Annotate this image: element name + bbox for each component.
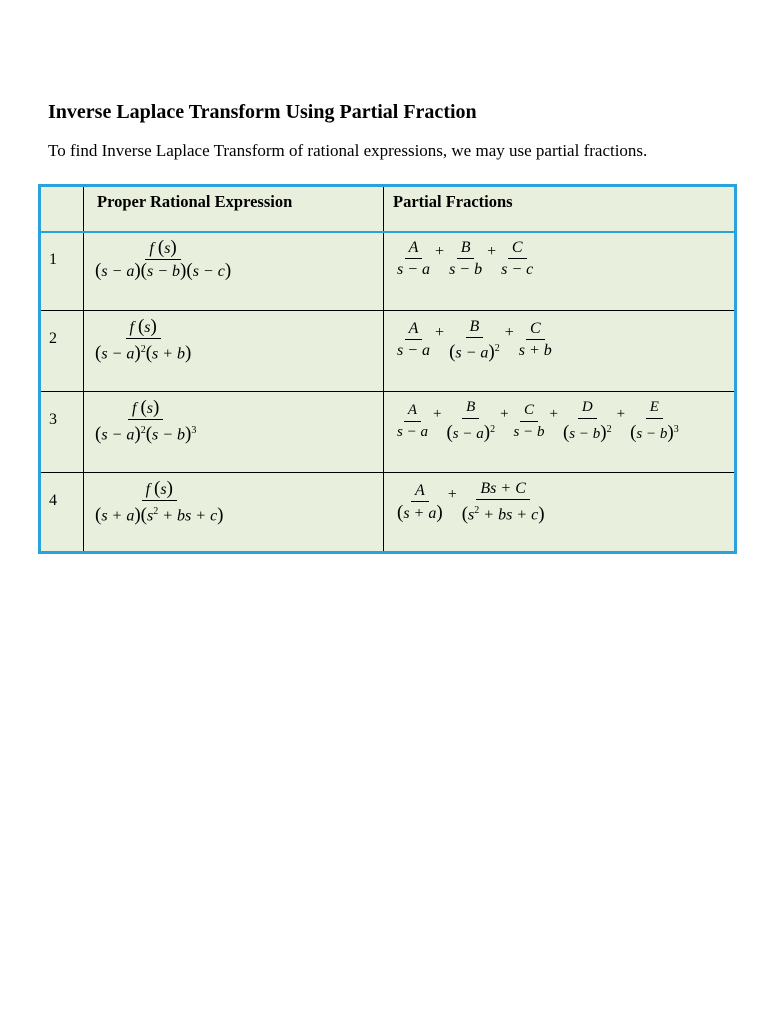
expression-row-3: $\frac{f (s)}{(s - a)^2(s - b)^3}$	[95, 397, 197, 445]
row-number: 3	[49, 411, 57, 428]
column-header-expression: Proper Rational Expression	[97, 192, 293, 211]
partial-row-3: $\frac{A}{s - a}$ + $\frac{B}{(s - a)^2}$ + $\frac{C}{s - b}$ + $\frac{D}{(s - b)^2}$ + $\frac{E}{(s - b)^3}$	[397, 399, 679, 443]
expression-row-1	[91, 237, 235, 282]
row-number: 4	[49, 492, 57, 509]
table-divider	[41, 310, 734, 311]
row-number: 1	[49, 251, 57, 268]
expression-row-2: $\frac{f (s)}{(s - a)^2(s + b)}$	[95, 316, 192, 364]
table-divider	[383, 187, 384, 551]
page-heading: Inverse Laplace Transform Using Partial Fraction	[48, 101, 477, 123]
table-divider	[41, 472, 734, 473]
partial-row-2: $\frac{A}{s - a}$ + $\frac{B}{(s - a)^2}$ + $\frac{C}{s + b}$	[397, 318, 552, 363]
partial-row-4: $\frac{A}{(s + a)}$ + $\frac{Bs + C}{(s^2 + bs + c)}$	[397, 480, 545, 525]
table-divider	[41, 391, 734, 392]
row-number: 2	[49, 330, 57, 347]
intro-paragraph: To find Inverse Laplace Transform of rational expressions, we may use partial fractions.	[48, 141, 648, 160]
column-header-partial: Partial Fractions	[393, 192, 513, 211]
table-grid	[41, 187, 734, 551]
partial-fraction-table	[38, 184, 737, 554]
expression-row-4: $\frac{f (s)}{(s + a)(s^2 + bs + c)}$	[95, 478, 224, 526]
table-header-divider	[41, 231, 734, 233]
partial-row-1: $\frac{A}{s - a}$ + $\frac{B}{s - b}$ + $\frac{C}{s - c}$	[397, 239, 534, 278]
fraction: $\frac{f (s)}{(s - a)(s - b)(s - c)}$	[95, 237, 232, 281]
table-divider	[83, 187, 84, 551]
